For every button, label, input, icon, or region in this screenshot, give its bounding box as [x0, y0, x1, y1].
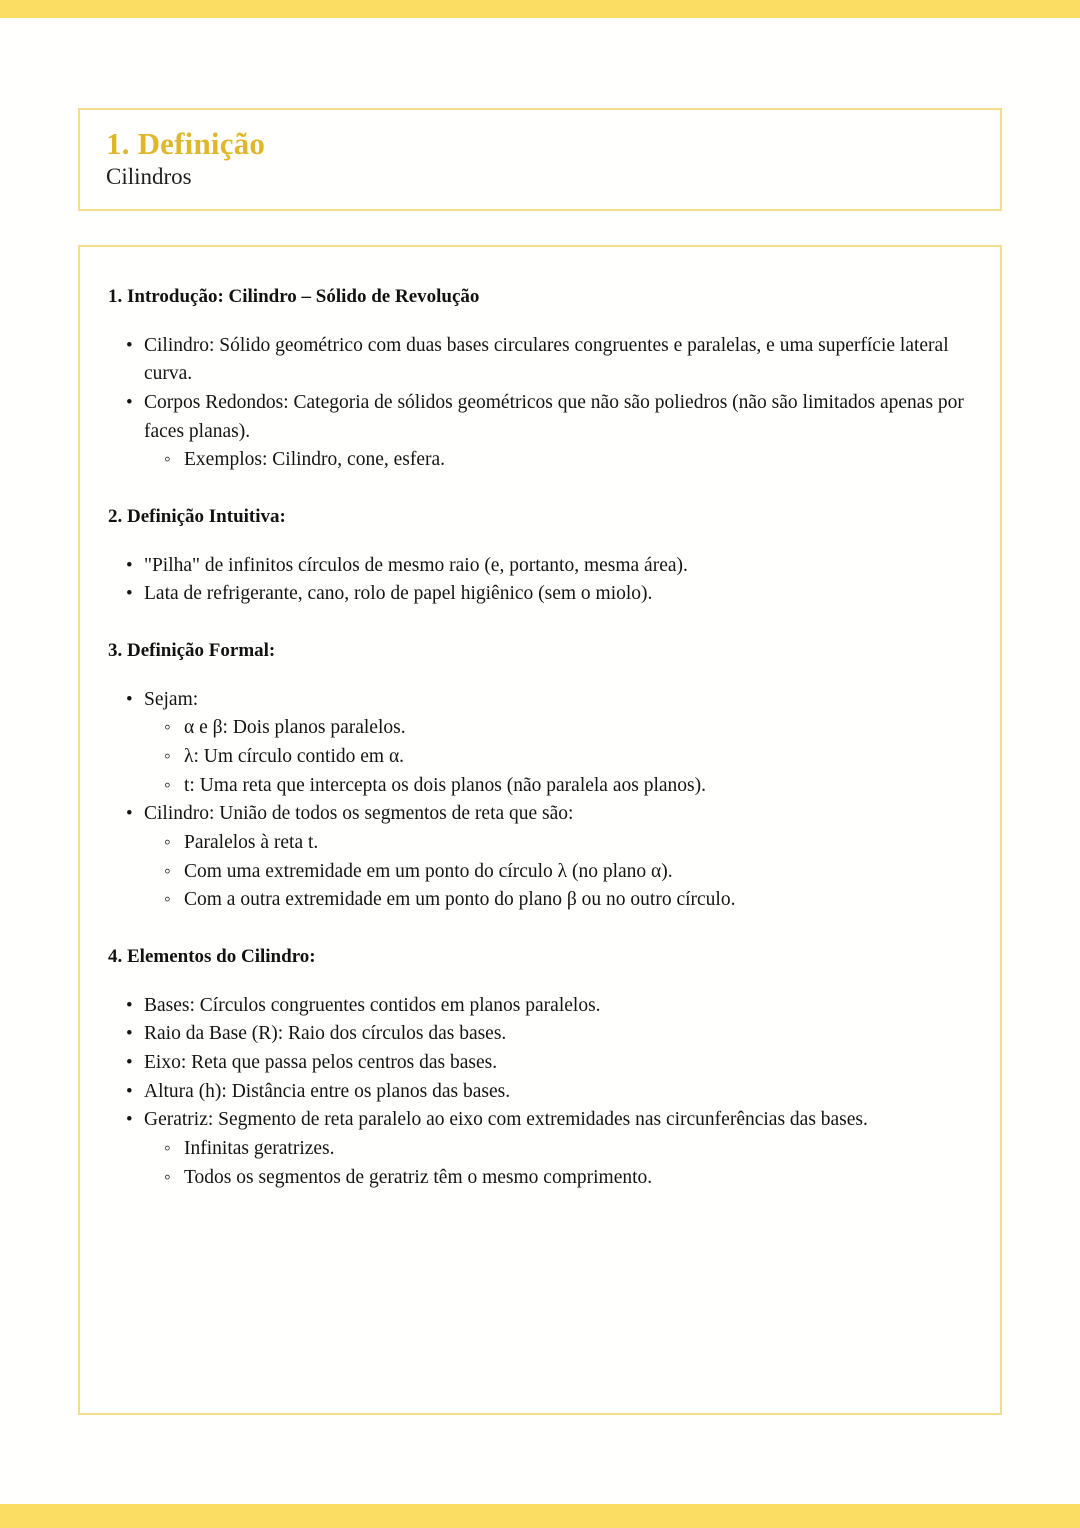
- list-item: [108, 800, 970, 915]
- list-item-text: • Bases: Círculos congruentes contidos em planos paralelos.: [144, 992, 970, 1021]
- list-item-text: • Geratriz: Segmento de reta paralelo ao eixo com extremidades nas circunferências das bases.: [144, 1106, 970, 1135]
- list-item: [108, 1078, 970, 1107]
- sub-list-item: ◦ Todos os segmentos de geratriz têm o mesmo comprimento.: [144, 1164, 970, 1193]
- list-item: [108, 389, 970, 475]
- section-heading: 1. Introdução: Cilindro – Sólido de Revolução: [108, 286, 480, 307]
- list-item-text: • Sejam:: [144, 686, 970, 715]
- sub-list-item: ◦ t: Uma reta que intercepta os dois planos (não paralela aos planos).: [144, 772, 970, 801]
- bullet-list: [108, 992, 970, 1193]
- sub-bullet-list: [144, 446, 970, 475]
- list-item: [108, 1020, 970, 1049]
- list-item-text: • Raio da Base (R): Raio dos círculos das bases.: [144, 1020, 970, 1049]
- list-item: [108, 1049, 970, 1078]
- page-title: 1. Definição: [106, 126, 266, 161]
- section: [108, 639, 970, 915]
- section: [108, 505, 970, 609]
- list-item-text: • "Pilha" de infinitos círculos de mesmo raio (e, portanto, mesma área).: [144, 552, 970, 581]
- sub-list-item: ◦ Paralelos à reta t.: [144, 829, 970, 858]
- list-item: [108, 580, 970, 609]
- sub-list-item: ◦ α e β: Dois planos paralelos.: [144, 714, 970, 743]
- list-item: [108, 332, 970, 389]
- list-item: [108, 552, 970, 581]
- list-item-text: • Cilindro: Sólido geométrico com duas bases circulares congruentes e paralelas, e uma superfície lateral curva.: [144, 332, 970, 389]
- sub-list-item: ◦ Infinitas geratrizes.: [144, 1135, 970, 1164]
- list-item: [108, 686, 970, 801]
- content-body: [80, 247, 1000, 1212]
- page-subtitle: Cilindros: [106, 163, 192, 189]
- bullet-list: [108, 552, 970, 609]
- sub-bullet-list: [144, 829, 970, 915]
- list-item: [108, 992, 970, 1021]
- section-heading: 2. Definição Intuitiva:: [108, 505, 286, 527]
- list-item-text: • Cilindro: União de todos os segmentos de reta que são:: [144, 800, 970, 829]
- sub-list-item: ◦ λ: Um círculo contido em α.: [144, 743, 970, 772]
- section: [108, 285, 970, 475]
- list-item-text: • Altura (h): Distância entre os planos das bases.: [144, 1078, 970, 1107]
- title-card: [78, 108, 1002, 211]
- section-heading: 3. Definição Formal:: [108, 639, 276, 661]
- bottom-accent-bar: [0, 1504, 1080, 1528]
- content-card: [78, 245, 1002, 1415]
- top-accent-bar: [0, 0, 1080, 18]
- sub-list-item: ◦ Com uma extremidade em um ponto do círculo λ (no plano α).: [144, 858, 970, 887]
- bullet-list: [108, 332, 970, 475]
- list-item-text: • Corpos Redondos: Categoria de sólidos geométricos que não são poliedros (não são limitados apenas por faces planas).: [144, 389, 970, 446]
- section-heading: 4. Elementos do Cilindro:: [108, 945, 316, 967]
- bullet-list: [108, 686, 970, 915]
- sub-bullet-list: [144, 714, 970, 800]
- document-page: [0, 18, 1080, 1504]
- list-item-text: • Eixo: Reta que passa pelos centros das bases.: [144, 1049, 970, 1078]
- title-card-inner: [80, 110, 1000, 191]
- sub-list-item: ◦ Com a outra extremidade em um ponto do plano β ou no outro círculo.: [144, 886, 970, 915]
- sub-list-item: ◦ Exemplos: Cilindro, cone, esfera.: [144, 446, 970, 475]
- sub-bullet-list: [144, 1135, 970, 1192]
- list-item: [108, 1106, 970, 1192]
- section: [108, 945, 970, 1192]
- list-item-text: • Lata de refrigerante, cano, rolo de papel higiênico (sem o miolo).: [144, 580, 970, 609]
